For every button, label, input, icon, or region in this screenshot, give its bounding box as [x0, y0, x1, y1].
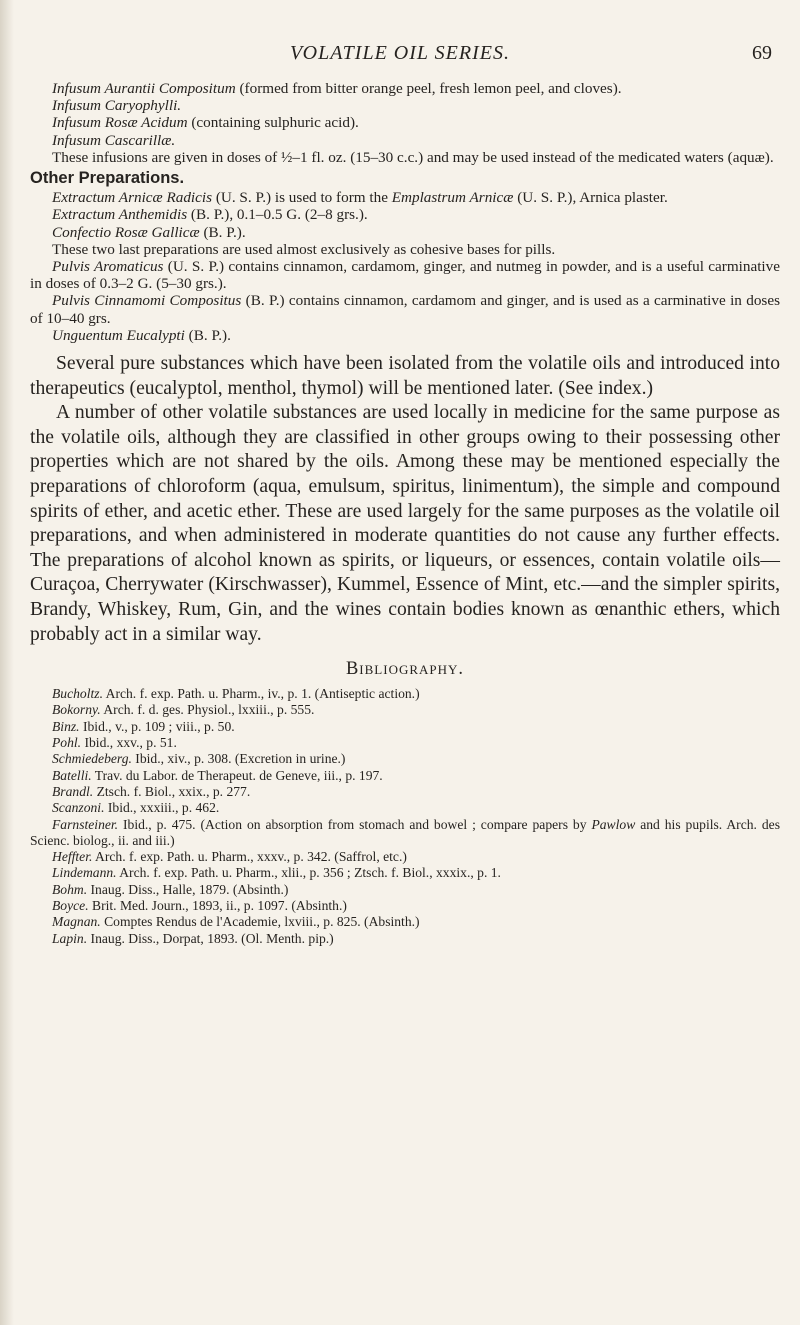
preparation-entry: Infusum Rosæ Acidum (containing sulphuric acid).	[52, 114, 359, 132]
body-text	[30, 352, 780, 647]
preparation-entry: Pulvis Cinnamomi Compositus (B. P.) contains cinnamon, cardamom and ginger, and is used as a carminative in doses of 10–40 grs.	[30, 292, 780, 327]
preparation-entry: Confectio Rosæ Gallicæ (B. P.).	[52, 223, 246, 241]
preparation-entry: Pulvis Aromaticus (U. S. P.) contains cinnamon, cardamom, ginger, and nutmeg in powder, and is a useful carminative in doses of 0.3–2 G. (5–30 grs.).	[30, 258, 780, 293]
usage-note: These two last preparations are used almost exclusively as cohesive bases for pills.	[52, 240, 556, 258]
bibliography-heading: Bibliography.	[345, 659, 465, 680]
bibliography-entry: Farnsteiner. Ibid., p. 475. (Action on absorption from stomach and bowel ; compare papers by Pawlow and his pupils. Arch. des Scienc. biolog., ii. and iii.)	[30, 816, 780, 848]
page-content	[30, 80, 780, 947]
preparation-entry: Infusum Aurantii Compositum (formed from bitter orange peel, fresh lemon peel, and cloves).	[52, 80, 622, 97]
bibliography-entry: Scanzoni. Ibid., xxxiii., p. 462.	[52, 800, 220, 816]
bibliography-entry: Boyce. Brit. Med. Journ., 1893, ii., p. 1097. (Absinth.)	[52, 898, 347, 914]
bibliography-entry: Schmiedeberg. Ibid., xiv., p. 308. (Excretion in urine.)	[52, 751, 346, 767]
bibliography-entry: Lindemann. Arch. f. exp. Path. u. Pharm., xlii., p. 356 ; Ztsch. f. Biol., xxxix., p. 1.	[52, 865, 501, 881]
infusions-section	[30, 80, 780, 344]
preparation-entry: Infusum Caryophylli.	[52, 97, 182, 115]
bibliography-entry: Pohl. Ibid., xxv., p. 51.	[52, 735, 177, 751]
preparation-entry: Infusum Cascarillæ.	[52, 131, 176, 149]
bibliography-entry: Binz. Ibid., v., p. 109 ; viii., p. 50.	[52, 718, 235, 734]
preparation-entry: Extractum Anthemidis (B. P.), 0.1–0.5 G. (2–8 grs.).	[52, 206, 368, 224]
bibliography-list	[30, 686, 780, 947]
bibliography-entry: Batelli. Trav. du Labor. de Therapeut. de Geneve, iii., p. 197.	[52, 767, 383, 783]
dosage-note: These infusions are given in doses of ½–1 fl. oz. (15–30 c.c.) and may be used instead of the medicated waters (aquæ).	[52, 148, 774, 166]
bibliography-entry: Brandl. Ztsch. f. Biol., xxix., p. 277.	[52, 783, 251, 799]
body-paragraph: A number of other volatile substances are used locally in medicine for the same purpose as the volatile oils, although they are classified in other groups owing to their possessing other properties which are not shared by the oils. Among these may be mentioned especially the preparations of chloroform (aqua, emulsum, spiritus, linimentum), the simple and compound spirits of ether, and acetic ether. These are used largely for the same purposes as the volatile oil preparations, and when administered in moderate quantities do not cause any further effects. The preparations of alcohol known as spirits, or liqueurs, or essences, contain volatile oils—Curaçoa, Cherrywater (Kirschwasser), Kummel, Essence of Mint, etc.—and the simpler spirits, Brandy, Whiskey, Rum, Gin, and the wines contain bodies known as œnanthic ethers, which probably act in a similar way.	[30, 402, 780, 645]
bibliography-entry: Bohm. Inaug. Diss., Halle, 1879. (Absinth.)	[52, 881, 289, 897]
bibliography-entry: Magnan. Comptes Rendus de l'Academie, lxviii., p. 825. (Absinth.)	[52, 914, 420, 930]
preparation-entry: Unguentum Eucalypti (B. P.).	[52, 326, 231, 344]
section-heading: Other Preparations.	[30, 169, 185, 188]
running-head: VOLATILE OIL SERIES.	[290, 42, 510, 64]
body-paragraph: Several pure substances which have been isolated from the volatile oils and introduced into therapeutics (eucalyptol, menthol, thymol) will be mentioned later. (See index.)	[30, 353, 780, 399]
bibliography-entry: Bokorny. Arch. f. d. ges. Physiol., lxxiii., p. 555.	[52, 702, 315, 718]
bibliography-entry: Bucholtz. Arch. f. exp. Path. u. Pharm., iv., p. 1. (Antiseptic action.)	[52, 686, 420, 702]
bibliography-entry: Lapin. Inaug. Diss., Dorpat, 1893. (Ol. Menth. pip.)	[52, 930, 334, 946]
preparation-entry: Extractum Arnicæ Radicis (U. S. P.) is used to form the Emplastrum Arnicæ (U. S. P.), Arnica plaster.	[52, 189, 668, 207]
page-header	[0, 42, 800, 66]
page-number: 69	[752, 42, 772, 64]
page-gutter-shadow	[0, 0, 14, 1325]
bibliography-entry: Heffter. Arch. f. exp. Path. u. Pharm., xxxv., p. 342. (Saffrol, etc.)	[52, 849, 407, 865]
